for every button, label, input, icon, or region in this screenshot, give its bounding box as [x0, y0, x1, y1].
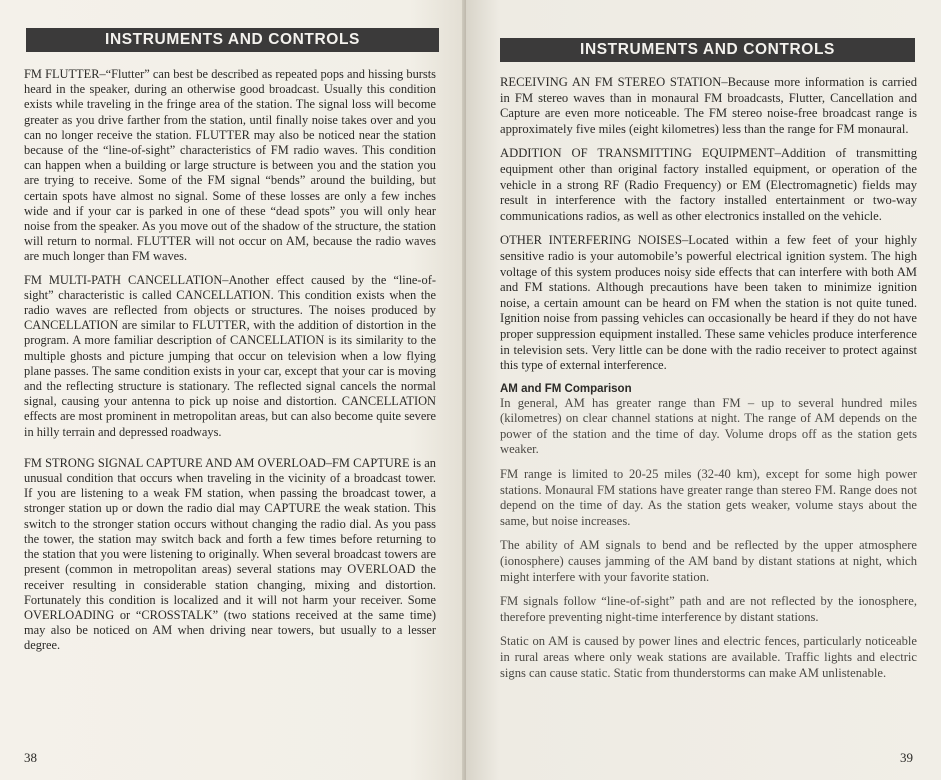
- section-banner: INSTRUMENTS AND CONTROLS: [500, 38, 915, 62]
- multipath-cancellation-paragraph: FM MULTI-PATH CANCELLATION–Another effect caused by the “line-of-sight” characteristic is called CANCELLATION. This condition exists when the radio waves are reflected from objects or structures. The noises produced by CANCELLATION are similar to FLUTTER, with the addition of distortion in the program. A more familiar description of CANCELLATION is its similarity to the multiple ghosts and picture jumping that occur on television when a low flying plane passes. The same condition exists in your car, except that your car is moving and the reflecting structure is stationary. The reflected signal cancels the normal signal, causing your antenna to pick up noise and distortion. CANCELLATION effects are most prominent in metropolitan areas, but can also become quite severe in hilly terrain and depressed roadways.: [24, 272, 436, 439]
- fm-stereo-paragraph: RECEIVING AN FM STEREO STATION–Because more information is carried in FM stereo waves than in monaural FM broadcasts, Flutter, Cancellation and Capture are even more noticeable. The FM stereo noise-free broadcast range is approximately five miles (eight kilometres) less than the range for FM monaural.: [500, 75, 917, 136]
- comparison-paragraph: Static on AM is caused by power lines and electric fences, particularly noticeable in rural areas where only weak stations are available. Traffic lights and electric signs can cause static. Static from thunderstorms can make AM unlistenable.: [500, 634, 917, 680]
- comparison-paragraph: FM range is limited to 20-25 miles (32-40 km), except for some high power stations. Monaural FM stations have greater range than stereo FM. Range does not depend on the time of day. As the station gets weaker, volume stays about the same, but noise increases.: [500, 467, 917, 528]
- comparison-section: [500, 396, 917, 682]
- capture-overload-paragraph: FM STRONG SIGNAL CAPTURE AND AM OVERLOAD–FM CAPTURE is an unusual condition that occurs when traveling in the vicinity of a broadcast tower. If you are listening to a weak FM station, when passing the broadcast tower, a stronger station up or down the radio dial may CAPTURE the weak station. This switch to the stronger station occurs without changing the radio dial. As you pass the tower, the station may switch back and forth a few times before returning to the station that you were listening to originally. When several broadcast towers are present (common in metropolitan areas) several stations may OVERLOAD the receiver resulting in considerable station changing, mixing and distortion. Fortunately this condition is localized and it will not harm your receiver. Some OVERLOADING or “CROSSTALK” (two stations received at the same time) may also be noticed on AM when driving near towers, but usually to a lesser degree.: [24, 455, 436, 653]
- right-page: [466, 0, 941, 780]
- comparison-paragraph: In general, AM has greater range than FM – up to several hundred miles (kilometres) on clear channel stations at night. The range of AM depends on the power of the station and the time of day. Volume drops off as the station gets weaker.: [500, 395, 917, 457]
- fm-flutter-paragraph: FM FLUTTER–“Flutter” can best be described as repeated pops and hissing bursts heard in the speaker, during an otherwise good broadcast. Usually this condition exists while traveling in the fringe area of the station. The signal loss will become greater as you drive farther from the station, until finally noise takes over and you can no longer receive the station. FLUTTER may also be noticed near the station because of the “line-of-sight” characteristics of FM radio waves. This condition can happen when a building or large structure is between you and the station you are trying to receive. Some of the FM signal “bends” around the building, but certain spots have almost no signal. Some of these losses are only a few inches wide and if your car is parked in one of these “dead spots” you will only hear noise from the speaker. As you move out of the shadow of the structure, the station will return to normal. FLUTTER will not occur on AM, because the radio waves are much longer than FM waves.: [24, 67, 436, 264]
- left-page: [0, 0, 466, 780]
- comparison-subheading: AM and FM Comparison: [500, 382, 632, 395]
- interfering-noises-paragraph: OTHER INTERFERING NOISES–Located within a few feet of your highly sensitive radio is your automobile’s powerful electrical ignition system. The high voltage of this system produces noisy side effects that can interfere with both AM and FM stations. Although precautions have been taken to minimize ignition noise, a certain amount can be heard on FM when the station is not quite tuned. Ignition noise from passing vehicles can occasionally be heard if they do not have proper suppression equipment installed. These same vehicles produce interference in television sets. Very little can be done with the radio receiver to protect against this type of external interference.: [500, 233, 917, 373]
- comparison-paragraph: FM signals follow “line-of-sight” path and are not reflected by the ionosphere, therefore preventing night-time interference by distant stations.: [500, 594, 917, 624]
- comparison-paragraph: The ability of AM signals to bend and be reflected by the upper atmosphere (ionosphere) causes jamming of the AM band by distant stations at night, which might interfere with your favorite station.: [500, 538, 917, 584]
- section-banner: INSTRUMENTS AND CONTROLS: [26, 28, 439, 52]
- page-number: 38: [24, 750, 37, 765]
- transmitting-equipment-paragraph: ADDITION OF TRANSMITTING EQUIPMENT–Addition of transmitting equipment other than original factory installed equipment, or operation of the vehicle in a strong RF (Radio Frequency) or EM (Electromagnetic) fields may result in interference with the factory installed entertainment or two-way communications radios, as well as other electronics installed on the vehicle.: [500, 146, 917, 223]
- page-number: 39: [900, 750, 913, 765]
